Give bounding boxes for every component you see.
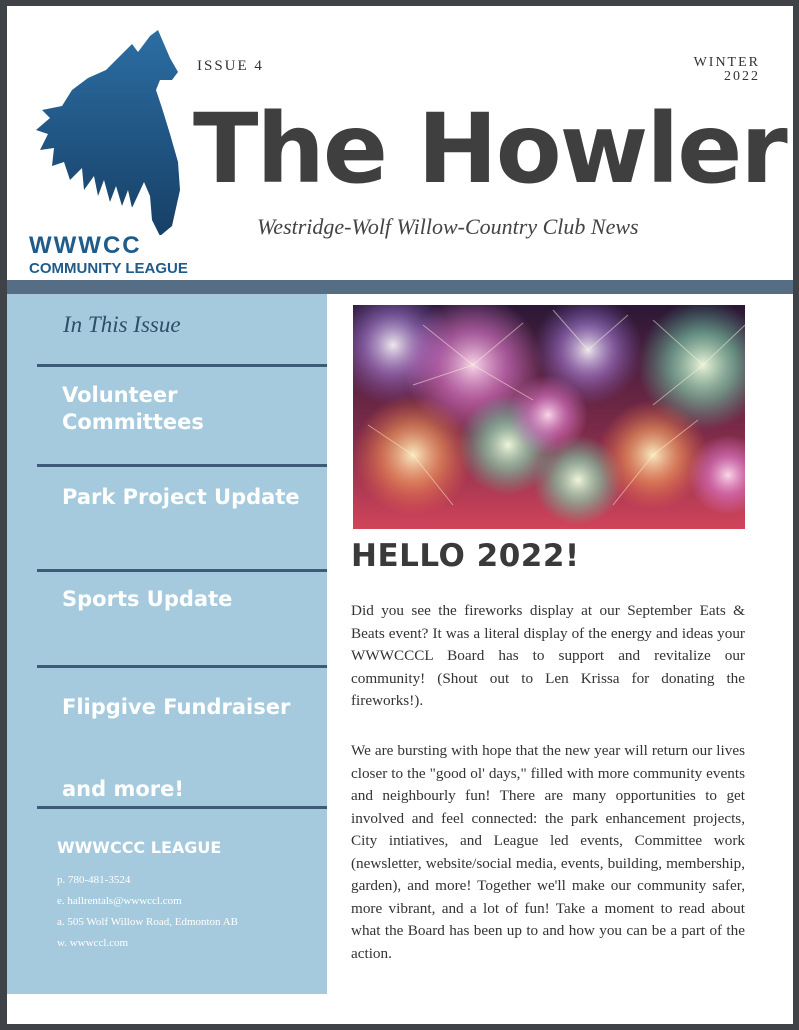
fireworks-photo (353, 305, 745, 529)
toc-item-park-project[interactable]: Park Project Update (62, 485, 300, 509)
howling-wolf-icon (32, 30, 182, 235)
contact-email[interactable]: e. hallrentals@wwwccl.com (57, 895, 182, 907)
fireworks-image (353, 305, 745, 529)
sidebar-divider (37, 806, 327, 809)
contact-website[interactable]: w. wwwccl.com (57, 937, 129, 949)
league-logo (17, 26, 202, 277)
toc-item-flipgive[interactable]: Flipgive Fundraiser (62, 695, 291, 719)
toc-item-and-more[interactable]: and more! (62, 777, 184, 801)
sidebar-divider (37, 464, 327, 467)
article-paragraph-1: Did you see the fireworks display at our September Eats & Beats event? It was a literal display of the energy and ideas your WWWCCCL Board has to support and revitalize our community! (Shout out to Len Krissa for donating the fireworks!). (351, 602, 745, 709)
issue-number: ISSUE 4 (197, 58, 264, 74)
contact-address: a. 505 Wolf Willow Road, Edmonton AB (57, 916, 238, 928)
issue-date (694, 56, 760, 84)
logo-wordmark: WWWCC (29, 232, 142, 259)
newsletter-subtitle: Westridge-Wolf Willow-Country Club News (257, 214, 639, 239)
newsletter-page (7, 6, 793, 1024)
article-headline: HELLO 2022! (351, 538, 580, 574)
toc-item-sports-update[interactable]: Sports Update (62, 587, 233, 611)
in-this-issue-sidebar (7, 294, 327, 994)
season-label: WINTER (693, 55, 760, 70)
contact-phone: p. 780-481-3524 (57, 874, 131, 886)
article-paragraph-2: We are bursting with hope that the new year will return our lives closer to the "good ol' days," filled with more community events and neighbourly fun! There are many opportunities to get involved and feel connected: the park enhancement projects, City intiatives, and League led events, Committee work (newsletter, website/social media, events, building, membership, garden), and more! Together we'll make our community safer, more vibrant, and a lot of fun! Take a moment to read about what the Board has been up to and how you can be a part of the action. (351, 742, 745, 962)
league-name: WWWCCC LEAGUE (57, 838, 222, 857)
sidebar-heading: In This Issue (63, 312, 181, 337)
sidebar-divider (37, 665, 327, 668)
toc-item-volunteer-committees[interactable]: Volunteer Committees (62, 383, 204, 434)
header-divider-band (7, 280, 793, 294)
year-label: 2022 (724, 69, 760, 84)
sidebar-divider (37, 364, 327, 367)
sidebar-divider (37, 569, 327, 572)
logo-subtitle: COMMUNITY LEAGUE (29, 260, 188, 277)
newsletter-title: The Howler (193, 93, 786, 205)
